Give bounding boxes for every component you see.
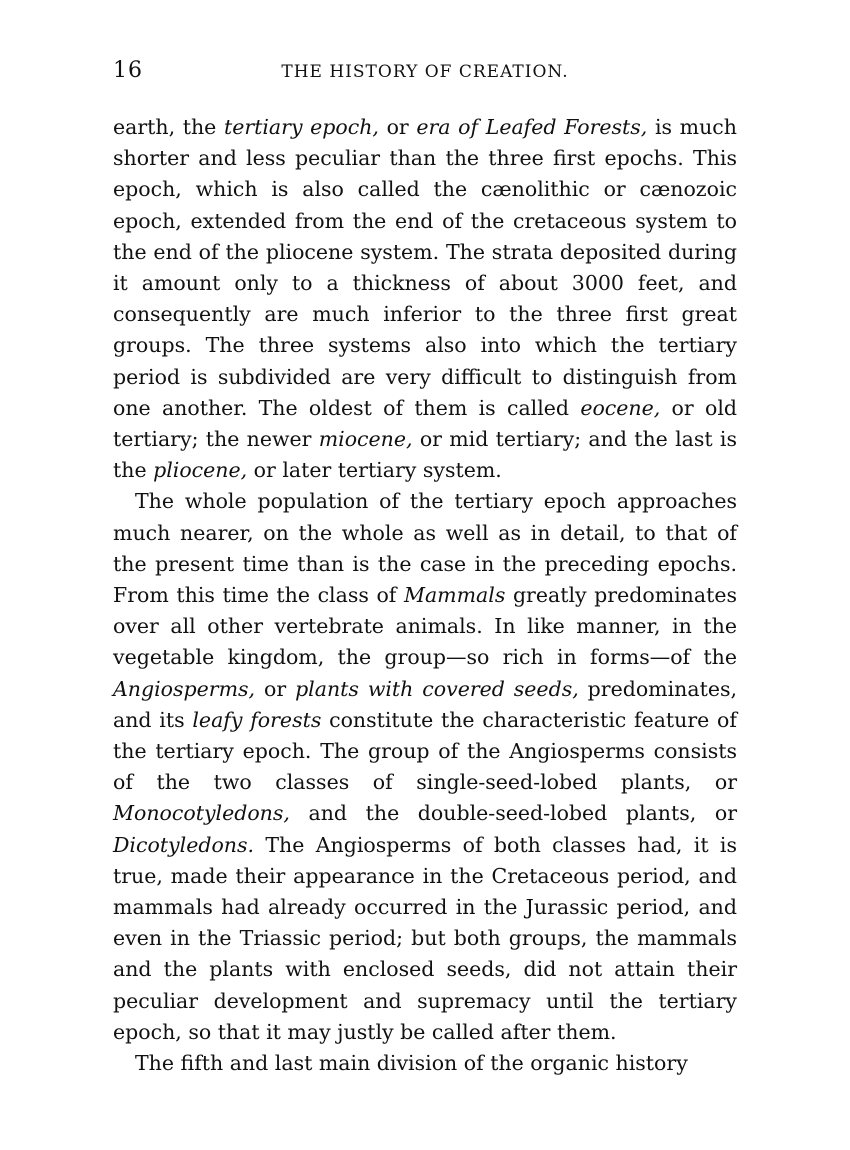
italic-text: tertiary epoch,	[223, 115, 379, 139]
italic-text: leafy forests	[192, 707, 322, 732]
text-run: The fifth and last main division of the organic history	[135, 1051, 688, 1076]
text-run: or	[378, 115, 417, 139]
text-run: predominates, and its	[113, 676, 737, 732]
text-run: greatly predominates over all other vertebrate animals. In like manner, in the vegetable kingdom, the group—so rich in forms—of the	[113, 583, 737, 670]
text-run: or later tertiary system.	[247, 458, 502, 483]
book-page	[113, 58, 737, 1079]
italic-text: Monocotyledons,	[113, 801, 290, 826]
text-run: and the double-seed-lobed plants, or	[289, 801, 737, 826]
page-number: 16	[113, 58, 143, 83]
italic-text: Mammals	[403, 583, 506, 608]
body-text	[113, 112, 737, 1079]
paragraph-1	[113, 112, 737, 486]
text-run: The Angiosperms of both classes had, it is true, made their appearance in the Cretaceous period, and mammals had already occurred in the Jurassic period, and even in the Triassic period; but both groups, the mammals and the plants with enclosed seeds, did not attain their peculiar development and supremacy until the tertiary epoch, so that it may justly be called after them.	[113, 832, 737, 1044]
italic-text: plants with covered seeds,	[295, 676, 579, 701]
text-run: The whole population of the tertiary epoch approaches much nearer, on the whole as well as in detail, to that of the present time than is the case in the preceding epochs. From this time the class of	[113, 489, 737, 608]
italic-text: Dicotyledons.	[113, 832, 255, 857]
text-run: constitute the characteristic feature of the tertiary epoch. The group of the Angiosperms consists of the two classes of single-seed-lobed plants, or	[113, 707, 737, 795]
text-run: is much shorter and less peculiar than the three first epochs. This epoch, which is also called the cænolithic or cænozoic epoch, extended from the end of the cretaceous system to the end of the pliocene system. The strata deposited during it amount only to a thickness of about 3000 feet, and consequently are much inferior to the three first great groups. The three systems also into which the tertiary period is subdivided are very difficult to distinguish from one another. The oldest of them is called	[113, 115, 737, 420]
text-run: or	[255, 676, 296, 701]
text-run: or old tertiary; the newer	[113, 395, 738, 452]
italic-text: miocene,	[318, 427, 413, 452]
italic-text: eocene,	[580, 395, 661, 420]
paragraph-3	[113, 1048, 737, 1079]
text-run: earth, the	[113, 115, 224, 139]
italic-text: Angiosperms,	[113, 676, 256, 701]
italic-text: pliocene,	[153, 458, 248, 483]
text-run: or mid tertiary; and the last is the	[113, 427, 737, 483]
paragraph-2	[113, 486, 737, 1048]
italic-text: era of Leafed Forests,	[416, 115, 648, 139]
running-title: THE HISTORY OF CREATION.	[281, 62, 569, 82]
page-header	[113, 58, 737, 92]
